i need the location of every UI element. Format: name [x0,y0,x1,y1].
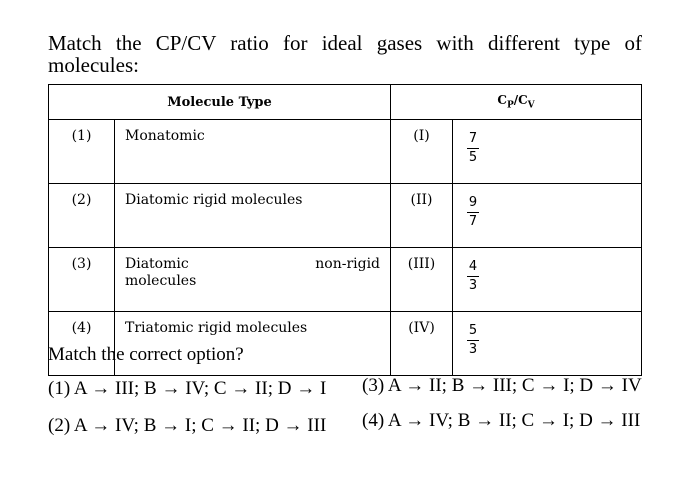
roman-numeral: (II) [391,184,453,248]
numerator: 5 [468,323,478,338]
ratio-fraction [453,312,642,376]
header-molecule-type: Molecule Type [49,85,391,120]
ratio-fraction [453,184,642,248]
numerator: 4 [468,259,478,274]
denominator: 7 [468,214,478,229]
matching-table [48,84,642,376]
numerator: 7 [468,131,478,146]
option-3[interactable]: (3) A → II; B → III; C → I; D → IV [362,375,642,396]
header-cp-cv: $C_P/C_V$ [391,85,642,120]
row-number: (4) [49,312,115,376]
option-1[interactable]: (1) A → III; B → IV; C → II; D → I [48,378,327,399]
molecule-type: Triatomic rigid molecules [115,312,391,376]
ratio-fraction [453,120,642,184]
table-row [49,248,642,312]
molecule-type: Diatomic non-rigid molecules [115,248,391,312]
molecule-type: Monatomic [115,120,391,184]
denominator: 3 [468,278,478,293]
molecule-type: Diatomic rigid molecules [115,184,391,248]
table-header-row [49,85,642,120]
question-text: Match the CP/CV ratio for ideal gases with different type of molecules: [48,31,642,77]
numerator: 9 [468,195,478,210]
roman-numeral: (III) [391,248,453,312]
table-row [49,120,642,184]
row-number: (2) [49,184,115,248]
row-number: (3) [49,248,115,312]
prompt-text: Match the correct option? [48,344,244,365]
roman-numeral: (IV) [391,312,453,376]
table-row [49,184,642,248]
option-4[interactable]: (4) A → IV; B → II; C → I; D → III [362,410,641,431]
row-number: (1) [49,120,115,184]
option-2[interactable]: (2) A → IV; B → I; C → II; D → III [48,415,327,436]
denominator: 3 [468,342,478,357]
roman-numeral: (I) [391,120,453,184]
denominator: 5 [468,150,478,165]
ratio-fraction [453,248,642,312]
